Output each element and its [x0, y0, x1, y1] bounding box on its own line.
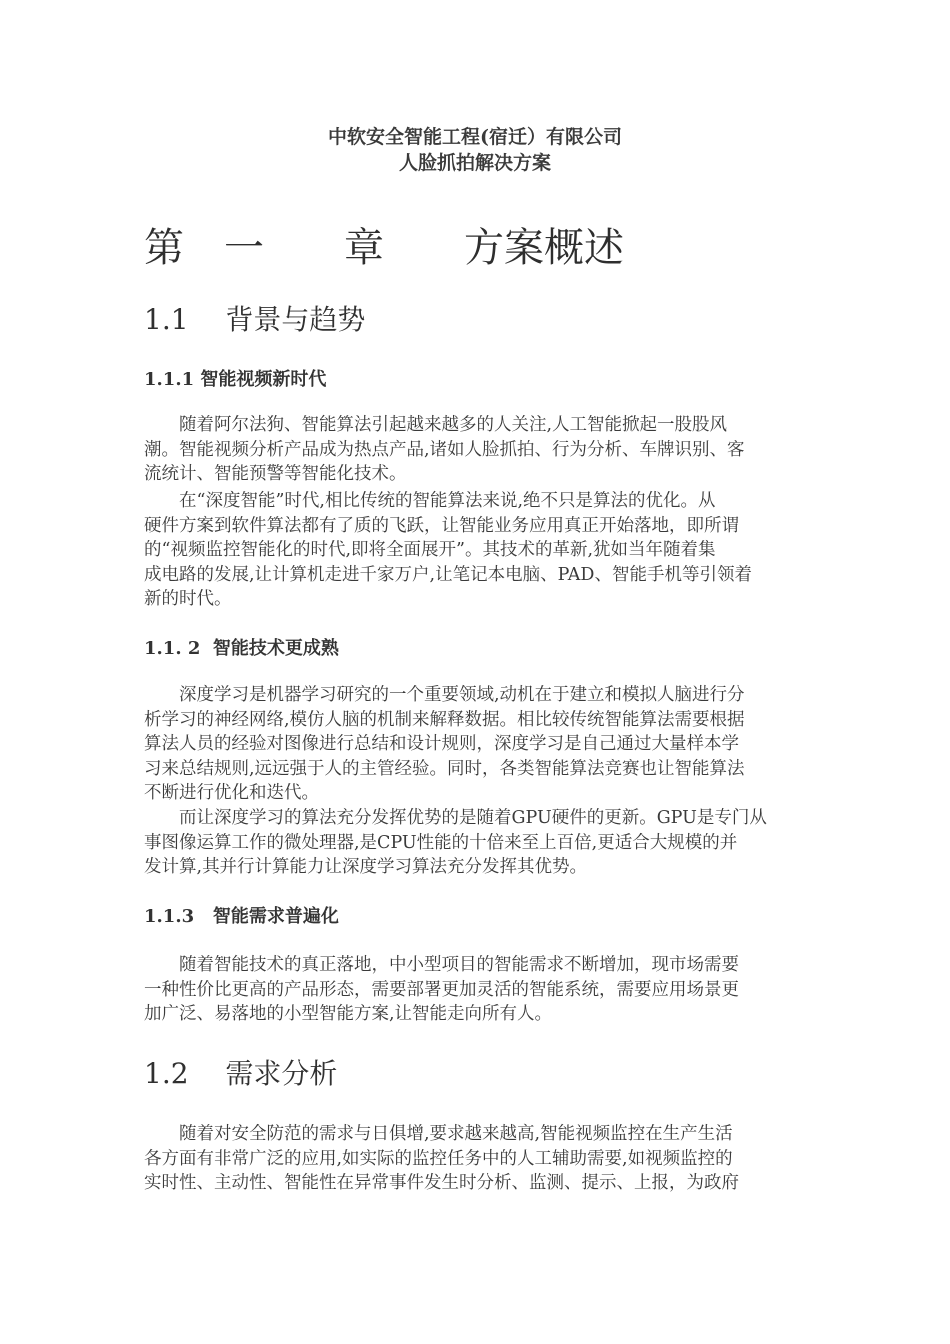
paragraph-5	[144, 953, 806, 1027]
paragraph-line: 新的时代。	[144, 589, 232, 609]
paragraph-line: 不断进行优化和迭代。	[144, 783, 319, 803]
paragraph-6	[144, 1122, 806, 1196]
subsection-heading-1-1-3: 1.1.3 智能需求普遍化	[144, 906, 339, 927]
paragraph-line: 在“深度智能”时代,相比传统的智能算法来说,绝不只是算法的优化。从	[144, 491, 716, 511]
document-title: 人脸抓拍解决方案	[398, 152, 551, 174]
subsection-heading-1-1-1: 1.1.1 智能视频新时代	[144, 369, 327, 390]
paragraph-line: 潮。智能视频分析产品成为热点产品,诸如人脸抓拍、行为分析、车牌识别、客	[144, 439, 745, 460]
chapter-heading: 第 一 章 方案概述	[144, 225, 624, 271]
subsection-heading-1-1-2: 1.1. 2 智能技术更成熟	[144, 638, 339, 659]
company-name: 中软安全智能工程(宿迁）有限公司	[328, 126, 622, 148]
paragraph-line: 随着阿尔法狗、智能算法引起越来越多的人关注,人工智能掀起一股股风	[144, 415, 728, 435]
paragraph-3	[144, 683, 806, 806]
paragraph-line: 各方面有非常广泛的应用,如实际的监控任务中的人工辅助需要,如视频监控的	[144, 1148, 733, 1169]
paragraph-line: 流统计、智能预警等智能化技术。	[144, 464, 407, 484]
paragraph-line: 加广泛、易落地的小型智能方案,让智能走向所有人。	[144, 1004, 553, 1024]
paragraph-line: 而让深度学习的算法充分发挥优势的是随着GPU硬件的更新。GPU是专门从	[144, 808, 767, 828]
paragraph-1	[144, 413, 806, 487]
section-heading-1-1: 1.1 背景与趋势	[144, 303, 366, 336]
paragraph-2	[144, 489, 806, 612]
paragraph-line: 算法人员的经验对图像进行总结和设计规则，深度学习是自己通过大量样本学	[144, 734, 739, 754]
paragraph-line: 析学习的神经网络,模仿人脑的机制来解释数据。相比较传统智能算法需要根据	[144, 709, 745, 730]
paragraph-line: 随着智能技术的真正落地，中小型项目的智能需求不断增加，现市场需要	[144, 955, 739, 975]
paragraph-line: 的“视频监控智能化的时代,即将全面展开”。其技术的革新,犹如当年随着集	[144, 540, 716, 560]
paragraph-line: 成电路的发展,让计算机走进千家万户,让笔记本电脑、PAD、智能手机等引领着	[144, 564, 752, 585]
paragraph-line: 随着对安全防范的需求与日俱增,要求越来越高,智能视频监控在生产生活	[144, 1124, 733, 1144]
paragraph-line: 习来总结规则,远远强于人的主管经验。同时，各类智能算法竞赛也让智能算法	[144, 758, 745, 779]
paragraph-line: 实时性、主动性、智能性在异常事件发生时分析、监测、提示、上报，为政府	[144, 1173, 739, 1193]
paragraph-line: 硬件方案到软件算法都有了质的飞跃，让智能业务应用真正开始落地，即所谓	[144, 515, 739, 536]
paragraph-line: 发计算,其并行计算能力让深度学习算法充分发挥其优势。	[144, 857, 588, 877]
paragraph-line: 事图像运算工作的微处理器,是CPU性能的十倍来至上百倍,更适合大规模的并	[144, 832, 738, 853]
paragraph-line: 深度学习是机器学习研究的一个重要领域,动机在于建立和模拟人脑进行分	[144, 685, 745, 705]
paragraph-4	[144, 806, 806, 880]
section-heading-1-2: 1.2 需求分析	[144, 1057, 338, 1090]
paragraph-line: 一种性价比更高的产品形态，需要部署更加灵活的智能系统，需要应用场景更	[144, 979, 739, 1000]
document-header	[0, 124, 950, 176]
